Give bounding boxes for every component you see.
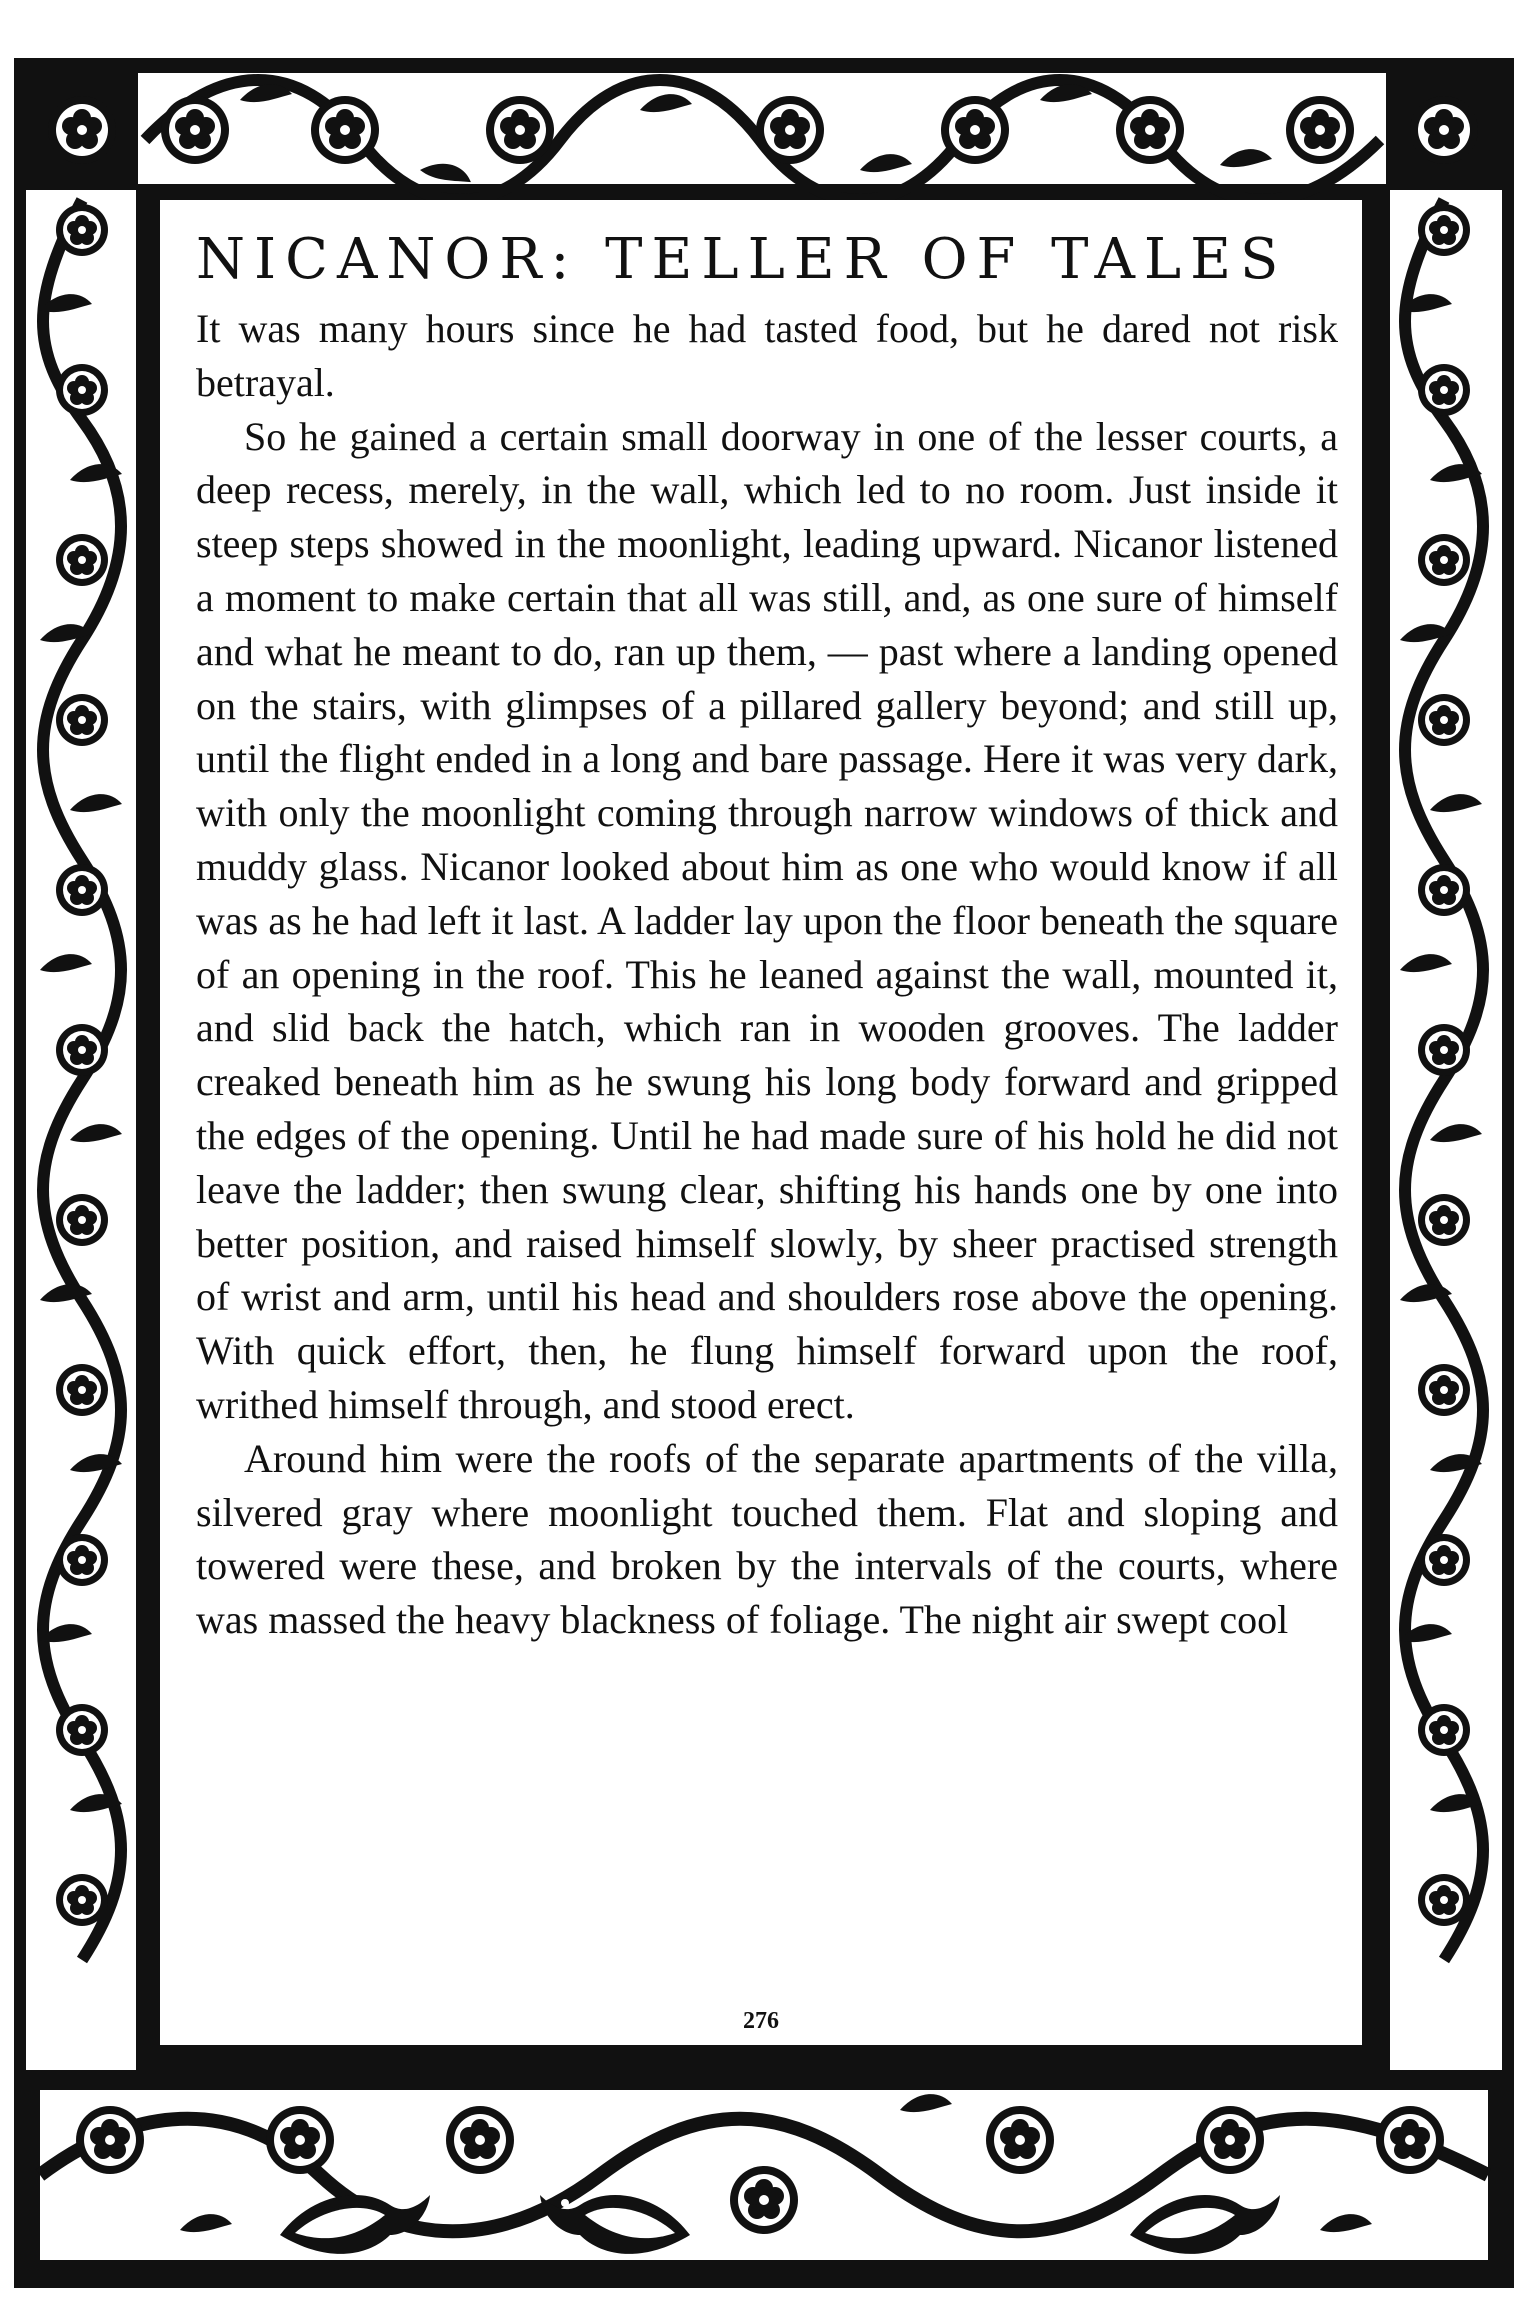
page-number: 276 [743,2008,779,2034]
page-title: NICANOR: TELLER OF TALES [196,227,1288,292]
paragraph-3: Around him were the roofs of the separate apartments of the villa, silvered gray where moonlight touched them. Flat and sloping and towered were these, and broken by the intervals of the courts, where was massed the heavy blackness of foliage. The night air swept cool [196,1435,1338,1643]
bottom-ornament [26,2070,1502,2276]
text-panel [160,200,1362,2045]
paragraph-2: So he gained a certain small doorway in one of the lesser courts, a deep recess, merely, in the wall, which led to no room. Just inside it steep steps showed in the moonlight, leading upward. Nicanor listened a moment to make certain that all was still, and, as one sure of himself and what he meant to do, ran up them, — past where a landing opened on the stairs, with glimpses of a pillared gallery beyond; and still up, until the flight ended in a long and bare passage. Here it was very dark, with only the moonlight coming through narrow windows of thick and muddy glass. Nicanor looked about him as one who would know if all was as he had left it last. A ladder lay upon the floor beneath the square of an opening in the roof. This he leaned against the wall, mounted it, and slid back the hatch, which ran in wooden grooves. The ladder creaked beneath him as he swung his long body forward and gripped the edges of the opening. Until he had made sure of his hold he did not leave the ladder; then swung clear, shifting his hands one by one into better position, and raised himself slowly, by sheer practised strength of wrist and arm, until his head and shoulders rose above the opening. With quick effort, then, he flung himself forward upon the roof, writhed himself through, and stood erect. [196,413,1338,1427]
paragraph-1: It was many hours since he had tasted food, but he dared not risk betrayal. [196,306,1338,405]
